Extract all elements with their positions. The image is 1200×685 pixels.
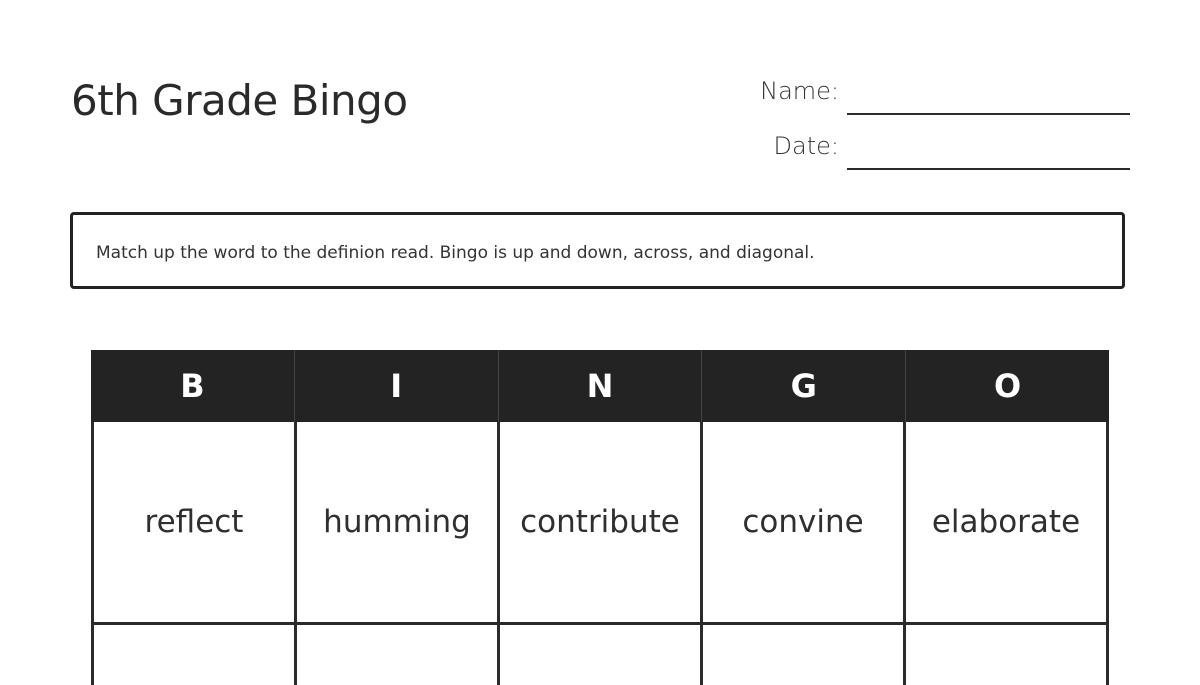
bingo-cell[interactable] [91, 625, 294, 685]
date-field-row [700, 132, 1130, 172]
bingo-cell[interactable]: humming [294, 422, 497, 622]
bingo-cell[interactable] [700, 625, 903, 685]
page-title: 6th Grade Bingo [71, 76, 408, 125]
bingo-cell[interactable] [294, 625, 497, 685]
bingo-cell[interactable] [497, 625, 700, 685]
name-field-row [700, 77, 1130, 117]
name-line[interactable] [847, 113, 1130, 115]
bingo-cell[interactable]: convine [700, 422, 903, 622]
column-header-i: I [295, 350, 499, 422]
bingo-cell[interactable]: reflect [91, 422, 294, 622]
instructions-text: Match up the word to the definion read. Bingo is up and down, across, and diagonal. [96, 243, 815, 263]
bingo-cell[interactable]: contribute [497, 422, 700, 622]
name-label: Name: [760, 77, 839, 105]
date-label: Date: [773, 132, 839, 160]
bingo-row [91, 422, 1109, 625]
instructions-box [70, 212, 1125, 289]
bingo-cell[interactable]: elaborate [903, 422, 1109, 622]
column-header-b: B [91, 350, 295, 422]
bingo-grid [91, 350, 1109, 685]
column-header-n: N [499, 350, 703, 422]
column-header-g: G [702, 350, 906, 422]
bingo-header-row [91, 350, 1109, 422]
date-line[interactable] [847, 168, 1130, 170]
bingo-cell[interactable] [903, 625, 1109, 685]
bingo-row [91, 625, 1109, 685]
column-header-o: O [993, 367, 1022, 405]
